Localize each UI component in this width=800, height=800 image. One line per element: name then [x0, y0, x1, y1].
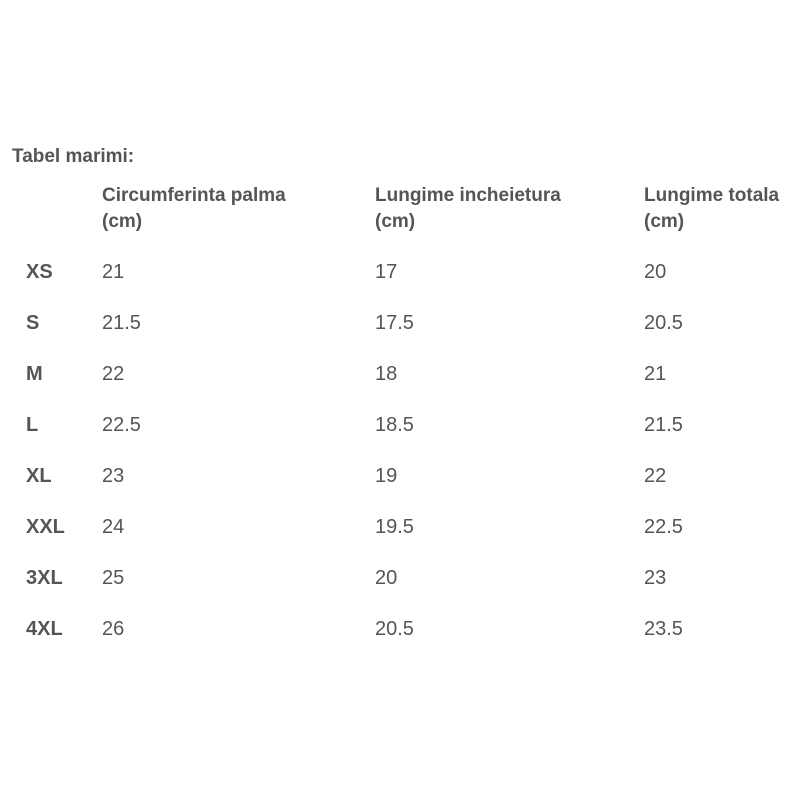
column-header-palma-unit: (cm) [102, 211, 143, 232]
size-label: XS [26, 261, 53, 283]
column-header-totala-unit: (cm) [644, 211, 685, 232]
table-row [0, 563, 800, 593]
size-label: 3XL [26, 567, 63, 589]
column-header-incheietura [375, 183, 561, 235]
totala-value: 22 [644, 465, 667, 487]
incheietura-value: 19 [375, 465, 398, 487]
palma-value: 26 [102, 618, 125, 640]
palma-value: 22 [102, 363, 125, 385]
column-header-incheietura-label: Lungime incheietura [375, 185, 561, 206]
totala-value: 22.5 [644, 516, 683, 538]
incheietura-value: 18 [375, 363, 398, 385]
palma-value: 21 [102, 261, 125, 283]
totala-value: 20.5 [644, 312, 683, 334]
totala-value: 21.5 [644, 414, 683, 436]
table-row [0, 512, 800, 542]
palma-value: 22.5 [102, 414, 141, 436]
palma-value: 21.5 [102, 312, 141, 334]
column-header-palma-label: Circumferinta palma [102, 185, 286, 206]
table-row [0, 359, 800, 389]
column-header-palma [102, 183, 286, 235]
size-label: XL [26, 465, 52, 487]
incheietura-value: 20 [375, 567, 398, 589]
size-label: M [26, 363, 43, 385]
size-label: S [26, 312, 40, 334]
column-header-totala-label: Lungime totala [644, 185, 780, 206]
size-label: L [26, 414, 39, 436]
incheietura-value: 17 [375, 261, 398, 283]
totala-value: 20 [644, 261, 667, 283]
palma-value: 23 [102, 465, 125, 487]
palma-value: 24 [102, 516, 125, 538]
incheietura-value: 17.5 [375, 312, 414, 334]
table-row [0, 257, 800, 287]
totala-value: 21 [644, 363, 667, 385]
page-title: Tabel marimi: [12, 146, 135, 167]
table-row [0, 614, 800, 644]
column-header-totala [644, 183, 779, 235]
column-header-incheietura-unit: (cm) [375, 211, 416, 232]
totala-value: 23.5 [644, 618, 683, 640]
table-row [0, 410, 800, 440]
table-row [0, 461, 800, 491]
table-row [0, 308, 800, 338]
incheietura-value: 20.5 [375, 618, 414, 640]
palma-value: 25 [102, 567, 125, 589]
size-label: XXL [26, 516, 65, 538]
size-label: 4XL [26, 618, 63, 640]
totala-value: 23 [644, 567, 667, 589]
incheietura-value: 19.5 [375, 516, 414, 538]
incheietura-value: 18.5 [375, 414, 414, 436]
